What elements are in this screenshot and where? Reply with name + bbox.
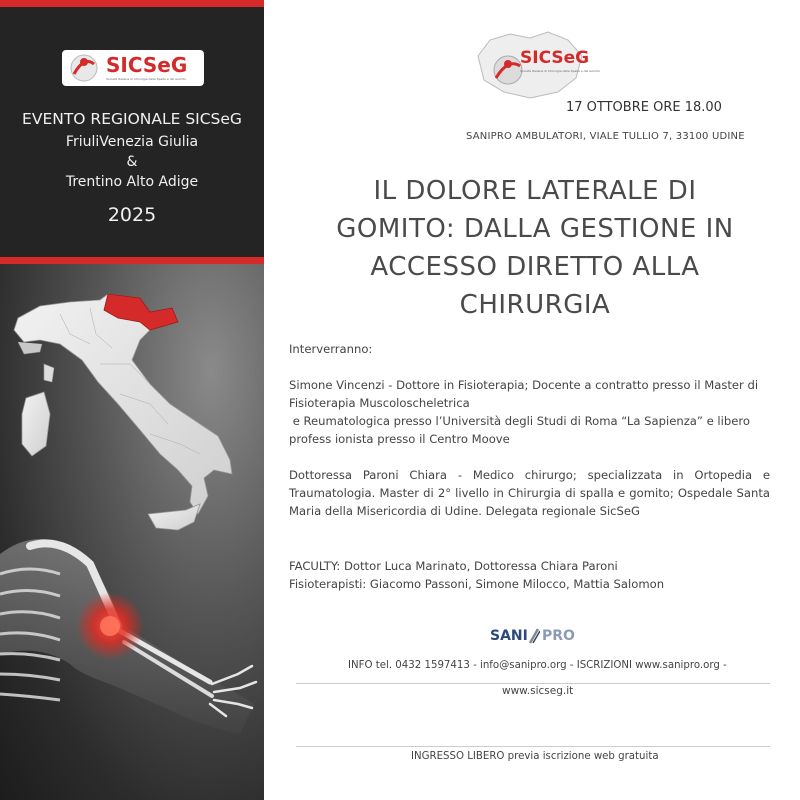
contact-info: INFO tel. 0432 1597413 - info@sanipro.org - ISCRIZIONI www.sanipro.org -: [348, 660, 727, 671]
speakers-heading: Interverranno:: [289, 342, 373, 356]
ampersand: &: [126, 154, 138, 170]
middle-red-stripe: [0, 257, 264, 264]
faculty: FACULTY: Dottor Luca Marinato, Dottoressa Chiara Paroni: [289, 559, 618, 573]
free-entry-note: INGRESSO LIBERO previa iscrizione web gratuita: [411, 751, 659, 762]
logo-wordmark: SICSeG: [106, 53, 188, 77]
main-title: [300, 172, 770, 324]
region-1: FriuliVenezia Giulia: [65, 134, 199, 150]
hero-image: [0, 264, 264, 800]
title-line-1: IL DOLORE LATERALE DI: [373, 176, 697, 206]
logo-emblem-icon: [64, 50, 104, 86]
header-logo-subtitle: Società Italiana di Chirurgia della Spalla e del Gomito: [520, 69, 601, 73]
sanipro-logo-sani: SANI: [490, 628, 528, 644]
event-venue: SANIPRO AMBULATORI, VIALE TULLIO 7, 33100 UDINE: [466, 131, 745, 142]
speaker-1-line-2: e Reumatologica presso l’Università degli Studi di Roma “La Sapienza” e libero profess ionista presso il Centro Moove: [289, 414, 754, 446]
title-line-4: CHIRURGIA: [459, 290, 611, 320]
footer-divider-1: [296, 683, 770, 684]
title-line-3: ACCESSO DIRETTO ALLA: [370, 252, 700, 282]
speaker-2: Dottoressa Paroni Chiara - Medico chirurgo; specializzata in Ortopedia e Traumatologia. Master di 2° livello in Chirurgia di spalla e gomito; Ospedale Santa Maria della Misericordia di Udine. Delegata regionale SicSeG: [289, 468, 770, 518]
physiotherapists: Fisioterapisti: Giacomo Passoni, Simone Milocco, Mattia Salomon: [289, 577, 665, 591]
speaker-1-line-1: Simone Vincenzi - Dottore in Fisioterapia; Docente a contratto presso il Master di Fisioterapia Muscoloscheletrica: [289, 378, 759, 410]
sicseg-logo-header: [470, 26, 601, 106]
sicseg-logo-left: [62, 50, 204, 86]
left-panel: [0, 0, 264, 800]
skeleton-arm-icon: [0, 264, 264, 800]
sanipro-logo-pro: PRO: [542, 628, 575, 644]
title-line-2: GOMITO: DALLA GESTIONE IN: [336, 214, 734, 244]
sanipro-mark-icon: [528, 627, 540, 645]
website-link[interactable]: www.sicseg.it: [502, 685, 574, 697]
logo-subtitle: Società Italiana di Chirurgia della Spalla e del Gomito: [106, 77, 187, 81]
event-year: 2025: [107, 204, 157, 226]
header-logo-wordmark: SICSeG: [520, 48, 590, 68]
footer-divider-2: [296, 746, 770, 747]
region-2: Trentino Alto Adige: [65, 174, 199, 190]
sanipro-logo: [490, 626, 590, 648]
event-title: EVENTO REGIONALE SICSeG: [22, 110, 242, 128]
event-date-time: 17 OTTOBRE ORE 18.00: [566, 100, 722, 115]
top-red-stripe: [0, 0, 264, 7]
